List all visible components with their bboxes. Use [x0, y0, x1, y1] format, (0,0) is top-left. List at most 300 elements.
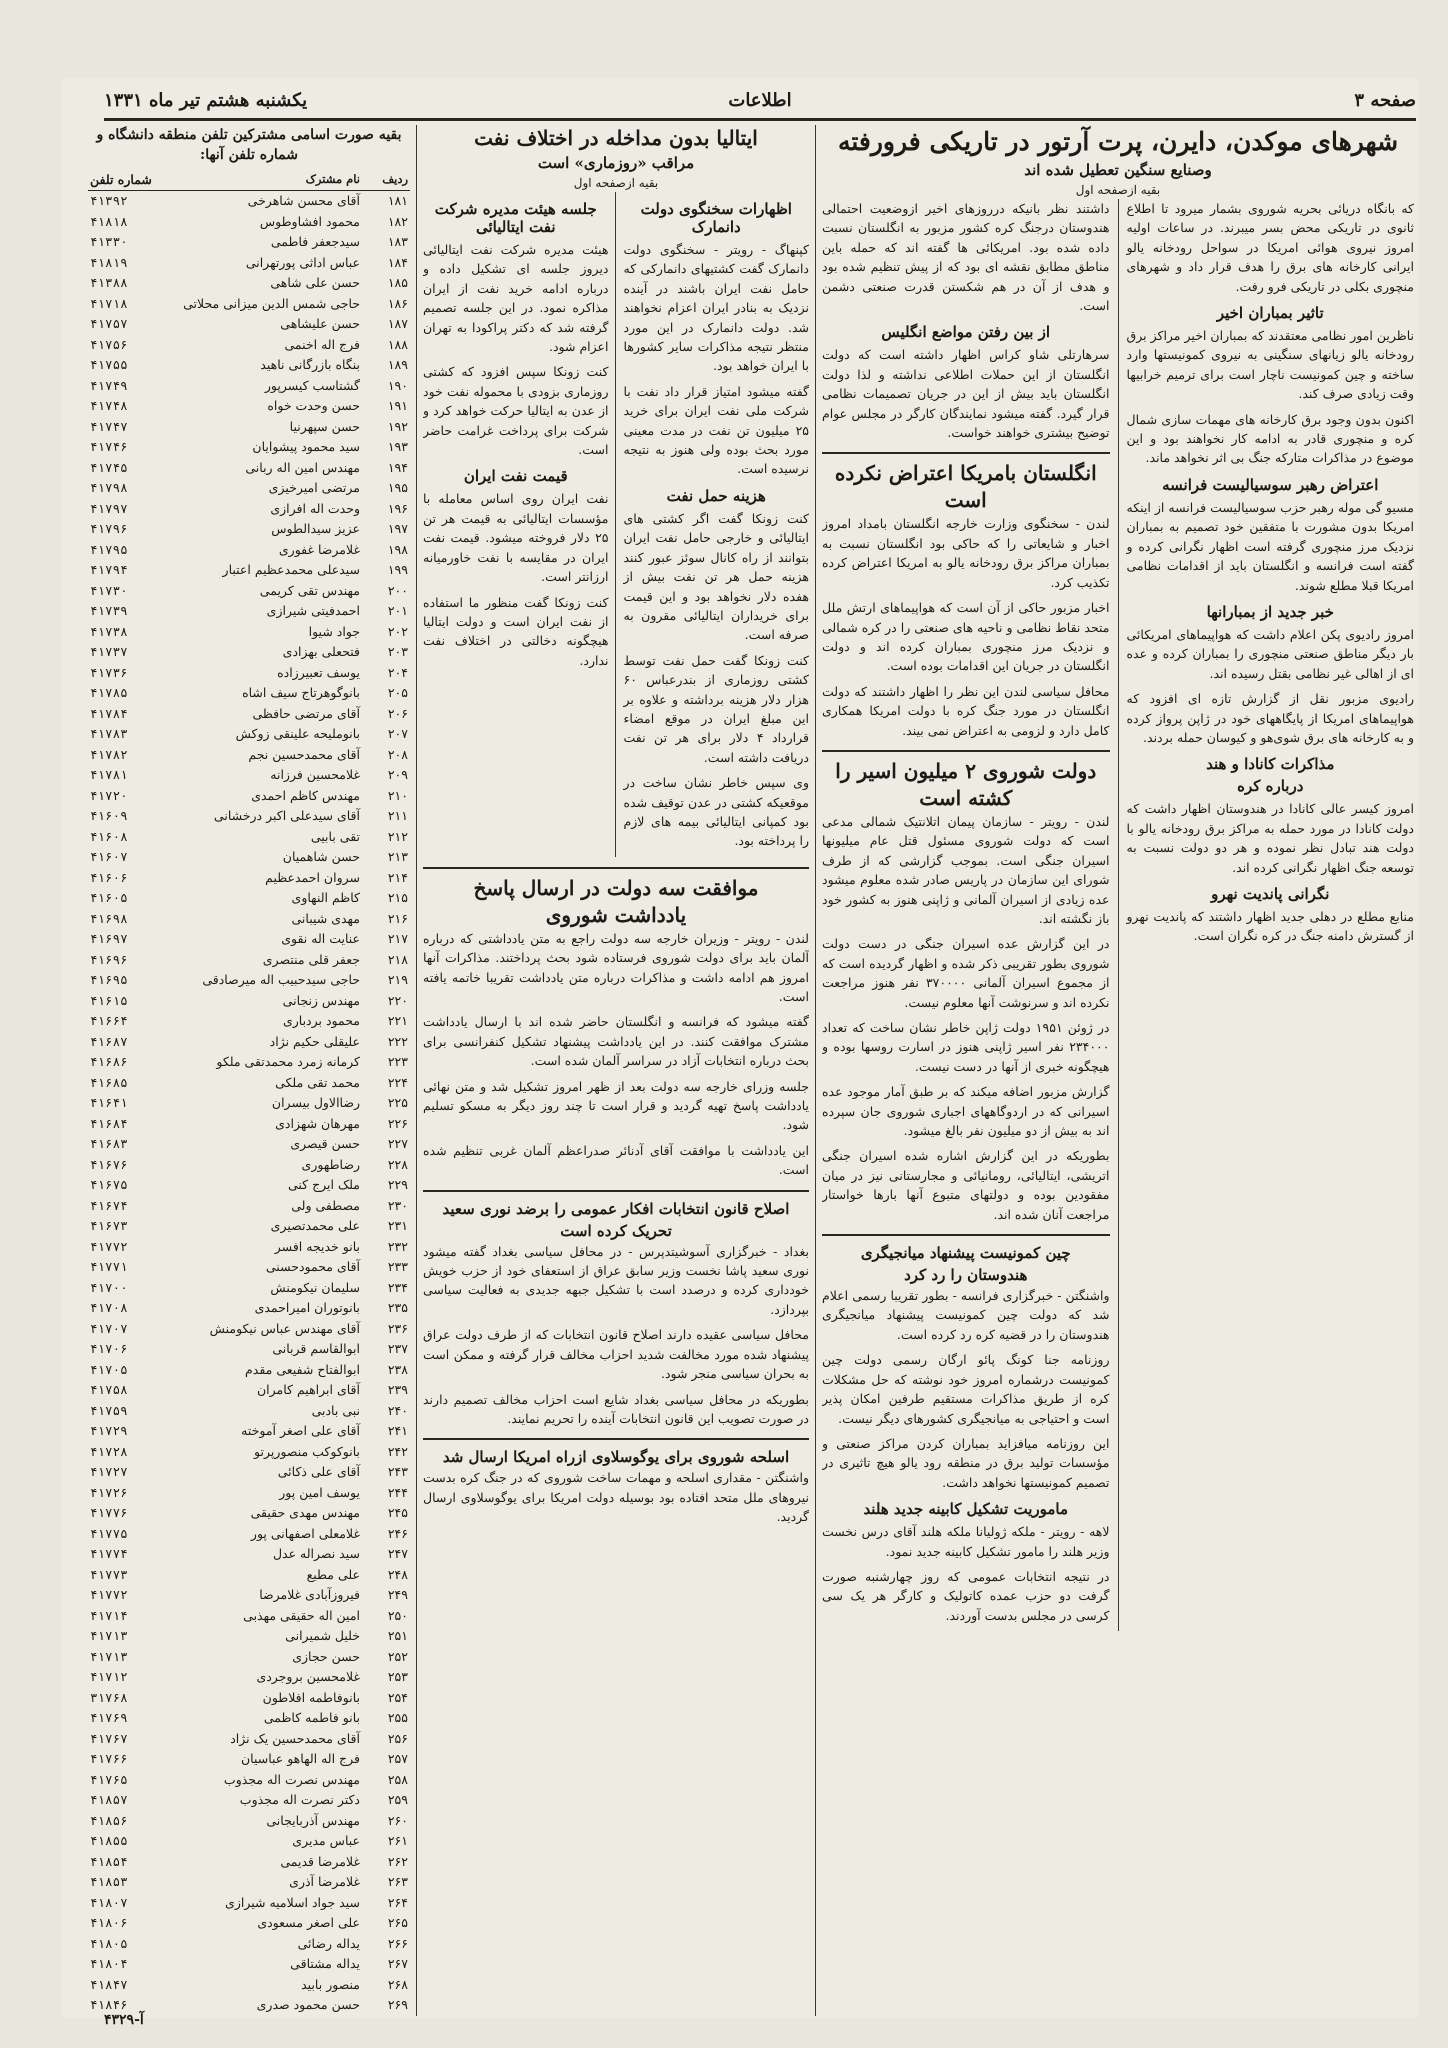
- row-number: ۲۰۴: [387, 664, 408, 680]
- section-heading: اعتراض رهبر سوسیالیست فرانسه: [1162, 475, 1379, 494]
- subscriber-name: جواد شیوا: [308, 623, 360, 639]
- phone-number: ۴۱۷۵۸: [90, 1382, 128, 1398]
- paragraph: کنت زونکا گفت حمل نفت توسط کشتی روزماری از بندرعباس ۶۰ هزار دلار هزینه برداشته و علاوه بر این مبلغ ایران در موقع امضاء قرارداد ۴ دلار برای هر تن نفت دریافت داشته است.: [623, 652, 809, 765]
- subscriber-name: یداله رضائی: [297, 1935, 360, 1951]
- subscriber-name: غلامرضا غفوری: [278, 541, 360, 557]
- row-number: ۲۶۲: [387, 1853, 408, 1869]
- row-number: ۱۸۸: [387, 336, 408, 352]
- paragraph: محافل سیاسی لندن این نظر را اظهار داشتند که دولت انگلستان در مورد جنگ کره با دولت امریکا همکاری کامل دارد و لزومی به اعتراض نمی بیند.: [822, 683, 1110, 738]
- subscriber-name: عنایت اله نقوی: [281, 931, 360, 947]
- row-number: ۲۰۲: [387, 623, 408, 639]
- row-number: ۲۲۴: [387, 1074, 408, 1090]
- subscriber-name: علی مطیع: [306, 1566, 360, 1582]
- table-row: [88, 744, 410, 765]
- row-number: ۱۸۶: [387, 295, 408, 311]
- row-number: ۲۲۱: [387, 1013, 408, 1029]
- phone-number: ۴۱۷۶۵: [90, 1771, 128, 1787]
- section-heading: جلسه هیئت مدیره شرکت نفت ایتالیائی: [434, 200, 597, 236]
- footer-code: آ-۴۳۲۹: [104, 2012, 144, 2028]
- continuation-note: بقیه ازصفحه اول: [1075, 183, 1161, 197]
- paragraph: در ژوئن ۱۹۵۱ دولت ژاپن خاطر نشان ساخت که تعداد ۲۳۴۰۰۰ نفر اسیر ژاپنی هنوز در اسارت روسها بوده و هیچگونه خبری از آنها در دست نیست.: [822, 1020, 1110, 1074]
- subscriber-name: غلامحسین بروجردی: [256, 1669, 360, 1685]
- paragraph: هیئت مدیره شرکت نفت ایتالیائی دیروز جلسه ای تشکیل داده و درباره ادامه خرید نفت از ایران مذاکره نمود. در این جلسه تصمیم گرفته شد که دکتر پراکودا به تهران اعزام شود.: [423, 242, 609, 355]
- phone-table: [88, 169, 410, 2016]
- table-row: [88, 1359, 410, 1380]
- phone-number: ۴۱۷۲۹: [90, 1423, 128, 1439]
- row-number: ۲۳۴: [387, 1279, 408, 1295]
- row-number: ۲۲۷: [387, 1136, 408, 1152]
- paragraph: لندن - سخنگوی وزارت خارجه انگلستان بامداد امروز اخبار و شایعاتی را که حاکی بود انگلستان نسبت به بمباران مراکز برق رودخانه یالو به امریکا اعتراض کرده تکذیب کرد.: [822, 516, 1110, 590]
- paragraph: کنت زونکا گفت منظور ما استفاده از نفت ایران است و دولت ایتالیا هیچگونه دخالتی در اختلاف نفت ندارد.: [423, 594, 609, 668]
- table-row: [88, 1564, 410, 1585]
- phone-number: ۴۱۶۸۴: [90, 1115, 128, 1131]
- phone-number: ۴۱۷۹۷: [90, 500, 128, 516]
- table-row: [88, 1749, 410, 1770]
- row-number: ۲۵۰: [387, 1607, 408, 1623]
- table-row: [88, 908, 410, 929]
- table-row: [88, 867, 410, 888]
- row-number: ۲۶۳: [387, 1874, 408, 1890]
- row-number: ۲۳۰: [387, 1197, 408, 1213]
- phone-number: ۳۱۷۶۸: [90, 1689, 128, 1705]
- table-row: [88, 1277, 410, 1298]
- phone-number: ۴۱۶۰۶: [90, 869, 128, 885]
- subscriber-name: امین اله حقیقی مهذبی: [243, 1607, 360, 1623]
- phone-number: ۴۱۷۹۴: [90, 562, 128, 578]
- phone-number: ۴۱۶۹۶: [90, 951, 128, 967]
- paragraph: امروز رادیوی پکن اعلام داشت که هواپیماهای امریکائی بار دیگر مناطق صنعتی منچوری را بمباران کرده و عده ای از اهالی غیر نظامی بقتل رسیده اند.: [1126, 626, 1414, 681]
- issue-date: یکشنبه هشتم تیر ماه ۱۳۳۱: [104, 90, 308, 111]
- phone-number: ۴۱۷۳۰: [90, 582, 128, 598]
- row-number: ۲۰۹: [387, 767, 408, 783]
- phone-number: ۴۱۶۰۵: [90, 890, 128, 906]
- row-number: ۲۲۹: [387, 1177, 408, 1193]
- subscriber-name: دکتر نصرت اله مجذوب: [239, 1792, 360, 1808]
- paragraph: امروز کیسر عالی کانادا در هندوستان اظهار داشت که دولت کانادا در مورد حمله به مراکز برق رودخانه یالو با دولت هند تبادل نظر نموده و هر دو دولت نسبت به توسعه جنگ اظهار نگرانی کرده اند.: [1126, 801, 1414, 875]
- row-number: ۲۱۱: [387, 808, 408, 824]
- subscriber-name: رضاطهوری: [301, 1156, 360, 1172]
- table-row: [88, 314, 410, 335]
- row-number: ۱۹۶: [387, 500, 408, 516]
- subscriber-name: آقای محمدحسین نجم: [248, 746, 360, 762]
- phone-number: ۴۱۸۰۵: [90, 1935, 128, 1951]
- row-number: ۲۱۳: [387, 849, 408, 865]
- subscriber-name: حسن وحدت خواه: [267, 398, 360, 414]
- row-number: ۲۴۳: [387, 1464, 408, 1480]
- table-row: [88, 437, 410, 458]
- subscriber-name: حسن علی شاهی: [270, 275, 360, 291]
- phone-number: ۴۱۷۶۶: [90, 1751, 128, 1767]
- phone-number: ۴۱۷۱۴: [90, 1607, 128, 1623]
- phone-number: ۴۱۶۶۴: [90, 1013, 128, 1029]
- table-row: [88, 273, 410, 294]
- headline: ایتالیا بدون مداخله در اختلاف نفت: [474, 126, 758, 150]
- section-heading: ماموریت تشکیل کابینه جدید هلند: [863, 1500, 1069, 1519]
- subscriber-name: حسن محمود صدری: [256, 1997, 360, 2013]
- subheadline: هندوستان را رد کرد: [904, 1266, 1028, 1285]
- table-row: [88, 1339, 410, 1360]
- subscriber-name: مهرهان شهزادی: [275, 1115, 360, 1131]
- phone-number: ۴۱۷۸۲: [90, 746, 128, 762]
- row-number: ۱۸۷: [387, 316, 408, 332]
- paragraph: بطوریکه در محافل سیاسی بغداد شایع است احزاب مخالف تصمیم دارند در صورت تصویب این قانون انتخابات آینده را تحریم نمایند.: [423, 1391, 809, 1426]
- table-row: [88, 1851, 410, 1872]
- row-number: ۱۹۵: [387, 480, 408, 496]
- row-number: ۲۴۲: [387, 1443, 408, 1459]
- table-row: [88, 1216, 410, 1237]
- table-row: [88, 1728, 410, 1749]
- table-row: [88, 929, 410, 950]
- subscriber-name: آقای مهندس عباس نیکومنش: [209, 1320, 360, 1336]
- paragraph: مسیو گی موله رهبر حزب سوسیالیست فرانسه از اینکه امریکا بدون مشورت با متفقین خود تصمیم به بمباران نزدیک مرز منچوری گرفته است اظهار نگرانی کرده و گفته است فرانسه و انگلستان باید از اقدامات نظامی امریکا قبلا مطلع شوند.: [1126, 499, 1414, 593]
- article-italy-oil: [423, 125, 809, 2016]
- paragraph: گفته میشود که فرانسه و انگلستان حاضر شده اند با ارسال یادداشت مشترک موافقت کنند. در این یادداشت پیشنهاد تشکیل کنفرانسی برای بحث درباره انتخابات آزاد در سراسر آلمان شده است.: [423, 1014, 809, 1069]
- phone-number: ۴۱۷۰۰: [90, 1279, 128, 1295]
- row-number: ۲۴۹: [387, 1587, 408, 1603]
- row-number: ۲۳۲: [387, 1238, 408, 1254]
- row-number: ۱۹۳: [387, 439, 408, 455]
- table-row: [88, 478, 410, 499]
- table-row: [88, 642, 410, 663]
- table-row: [88, 396, 410, 417]
- subscriber-name: آقای علی ذکائی: [277, 1464, 360, 1480]
- table-row: [88, 1831, 410, 1852]
- phone-number: ۴۱۷۷۴: [90, 1546, 128, 1562]
- phone-number: ۴۱۶۸۷: [90, 1033, 128, 1049]
- subscriber-name: محمد تقی ملکی: [275, 1074, 360, 1090]
- table-row: [88, 1441, 410, 1462]
- phone-number: ۴۱۷۲۷: [90, 1464, 128, 1480]
- subscriber-name: کاظم النهاوی: [291, 890, 360, 906]
- subscriber-name: بانوملیحه علینقی زوکش: [235, 726, 360, 742]
- subscriber-name: حسن علیشاهی: [280, 316, 360, 332]
- subscriber-name: علیقلی حکیم نژاد: [269, 1033, 360, 1049]
- subscriber-name: مهدی شیبانی: [291, 910, 360, 926]
- phone-number: ۴۱۷۷۳: [90, 1566, 128, 1582]
- table-row: [88, 1810, 410, 1831]
- phone-number: ۴۱۷۵۵: [90, 357, 128, 373]
- table-row: [88, 1790, 410, 1811]
- phone-number: ۴۱۶۷۴: [90, 1197, 128, 1213]
- table-row: [88, 1421, 410, 1442]
- phone-number: ۴۱۷۸۴: [90, 705, 128, 721]
- row-number: ۱۸۴: [387, 254, 408, 270]
- headline: دولت شوروی ۲ میلیون اسیر را کشته است: [835, 758, 1097, 810]
- row-number: ۲۱۲: [387, 828, 408, 844]
- row-number: ۲۶۴: [387, 1894, 408, 1910]
- headline: شهرهای موکدن، دایرن، پرت آرتور در تاریکی فرورفته: [837, 127, 1399, 156]
- row-number: ۲۵۲: [387, 1648, 408, 1664]
- table-row: [88, 539, 410, 560]
- table-row: [88, 806, 410, 827]
- table-row: [88, 1257, 410, 1278]
- table-row: [88, 1708, 410, 1729]
- table-row: [88, 1175, 410, 1196]
- paragraph: گفته میشود امتیاز قرار داد نفت با شرکت ملی نفت ایران برای خرید ۲۵ میلیون تن نفت در مدت معینی مورد بحث بوده ولی هنوز به نتیجه نرسیده است.: [623, 383, 809, 477]
- table-row: [88, 1913, 410, 1934]
- table-row: [88, 457, 410, 478]
- subscriber-name: احمدفیتی شیرازی: [266, 603, 360, 619]
- subscriber-name: بانوگوهرتاج سیف اشاه: [242, 685, 360, 701]
- continuation-note: بقیه ازصفحه اول: [573, 176, 659, 190]
- row-number: ۲۰۷: [387, 726, 408, 742]
- table-row: [88, 765, 410, 786]
- table-row: [88, 1011, 410, 1032]
- table-row: [88, 1400, 410, 1421]
- table-row: [88, 1872, 410, 1893]
- row-number: ۲۴۸: [387, 1566, 408, 1582]
- phone-number: ۴۱۷۰۵: [90, 1361, 128, 1377]
- row-number: ۲۵۷: [387, 1751, 408, 1767]
- row-number: ۲۱۵: [387, 890, 408, 906]
- row-number: ۲۲۳: [387, 1054, 408, 1070]
- phone-number: ۴۱۷۰۶: [90, 1341, 128, 1357]
- table-row: [88, 1031, 410, 1052]
- row-number: ۲۶۰: [387, 1812, 408, 1828]
- phone-number: ۴۱۷۳۷: [90, 644, 128, 660]
- paragraph: کنت زونکا سپس افزود که کشتی روزماری بزودی با محموله نفت خود از عدن به ایتالیا حرکت خواهد کرد و شرکت برای پرداخت غرامت حاضر است.: [423, 364, 609, 458]
- row-number: ۲۰۱: [387, 603, 408, 619]
- headline: موافقت سه دولت در ارسال پاسخ: [473, 875, 759, 900]
- phone-number: ۴۱۷۸۳: [90, 726, 128, 742]
- subheadline: وصنایع سنگین تعطیل شده اند: [1024, 161, 1212, 179]
- paragraph: جلسه وزرای خارجه سه دولت بعد از ظهر امروز تشکیل شد و متن نهائی یادداشت پاسخ تهیه گردید و قرار است تا چند روز دیگر به مسکو تسلیم شود.: [423, 1078, 809, 1133]
- subscriber-name: یداله مشتاقی: [290, 1956, 360, 1972]
- subscriber-name: علی اصغر مسعودی: [257, 1915, 360, 1931]
- phone-number: ۴۱۶۴۱: [90, 1095, 128, 1111]
- subscriber-name: مصطفی ولی: [291, 1197, 360, 1213]
- subscriber-name: سید نصراله عدل: [272, 1546, 360, 1562]
- row-number: ۱۸۵: [387, 275, 408, 291]
- phone-number: ۴۱۶۹۵: [90, 972, 128, 988]
- phone-number: ۴۱۷۵۹: [90, 1402, 128, 1418]
- subscriber-name: حسن حجازی: [292, 1648, 360, 1664]
- subscriber-name: آقای ابراهیم کامران: [257, 1382, 360, 1398]
- phone-number: ۴۱۷۴۷: [90, 418, 128, 434]
- subscriber-name: سیدعلی محمدعظیم اعتبار: [222, 562, 360, 578]
- row-number: ۲۱۴: [387, 869, 408, 885]
- section-heading: نگرانی پاندیت نهرو: [1211, 884, 1330, 903]
- table-row: [88, 580, 410, 601]
- phone-number: ۴۱۶۷۳: [90, 1218, 128, 1234]
- row-number: ۲۴۶: [387, 1525, 408, 1541]
- phone-number: ۴۱۶۸۶: [90, 1054, 128, 1070]
- subscriber-name: حسن سپهرنیا: [289, 418, 360, 434]
- subscriber-name: آقای مرتضی حافظی: [252, 705, 360, 721]
- subscriber-name: کرمانه زمرد محمدتقی ملکو: [216, 1054, 360, 1070]
- table-row: [88, 847, 410, 868]
- phone-number: ۴۱۷۱۳: [90, 1648, 128, 1664]
- phone-number: ۴۱۸۱۸: [90, 213, 128, 229]
- directory-title: بقیه صورت اسامی مشترکین تلفن منطقه دانشگاه و شماره تلفن آنها:: [96, 127, 402, 163]
- subheadline: مراقب «روزماری» است: [537, 154, 695, 172]
- phone-number: ۴۱۶۱۵: [90, 992, 128, 1008]
- row-number: ۲۵۶: [387, 1730, 408, 1746]
- headline: اسلحه شوروی برای یوگوسلاوی ازراه امریکا ارسال شد: [442, 1448, 790, 1467]
- phone-number: ۴۱۷۵۷: [90, 316, 128, 332]
- table-row: [88, 970, 410, 991]
- paragraph: واشنگتن - مقداری اسلحه و مهمات ساخت شوروی که در جنگ کره بدست نیروهای ملل متحد افتاده بود بوسیله دولت امریکا برای یوگوسلاوی ارسال گردید.: [423, 1470, 809, 1525]
- phone-number: ۴۱۷۳۸: [90, 623, 128, 639]
- table-row: [88, 1318, 410, 1339]
- row-number: ۲۰۰: [387, 582, 408, 598]
- subscriber-name: آقای محمودحسنی: [265, 1259, 360, 1275]
- header-phone: شماره تلفن: [88, 169, 161, 190]
- table-row: [88, 785, 410, 806]
- row-number: ۲۴۷: [387, 1546, 408, 1562]
- column-rule: [416, 125, 417, 2016]
- row-number: ۲۰۵: [387, 685, 408, 701]
- subscriber-name: مهندس کاظم احمدی: [251, 787, 360, 803]
- phone-number: ۴۱۷۴۹: [90, 377, 128, 393]
- masthead: [104, 88, 1416, 121]
- phone-number: ۴۱۸۰۴: [90, 1956, 128, 1972]
- subscriber-name: فیروزآبادی غلامرضا: [259, 1587, 360, 1603]
- section-heading: مذاکرات کانادا و هند: [1206, 755, 1335, 774]
- section-heading: قیمت نفت ایران: [463, 467, 568, 486]
- phone-number: ۴۱۷۹۶: [90, 521, 128, 537]
- phone-number: ۴۱۷۸۱: [90, 767, 128, 783]
- row-number: ۲۶۸: [387, 1976, 408, 1992]
- subscriber-name: بانوفاطمه افلاطون: [262, 1689, 360, 1705]
- headline: انگلستان بامریکا اعتراض نکرده است: [834, 461, 1097, 513]
- subscriber-name: سروان احمدعظیم: [265, 869, 360, 885]
- row-number: ۲۵۴: [387, 1689, 408, 1705]
- phone-number: ۴۱۷۷۱: [90, 1259, 128, 1275]
- table-row: [88, 683, 410, 704]
- phone-number: ۴۱۶۷۵: [90, 1177, 128, 1193]
- phone-number: ۴۱۷۹۸: [90, 480, 128, 496]
- phone-number: ۴۱۷۴۶: [90, 439, 128, 455]
- subscriber-name: آقای محمدحسین یک نژاد: [230, 1730, 360, 1746]
- subscriber-name: بنگاه بازرگانی ناهید: [260, 357, 360, 373]
- subscriber-name: فتحعلی بهزادی: [282, 644, 360, 660]
- row-number: ۲۰۸: [387, 746, 408, 762]
- subscriber-name: مهندس امین اله ربانی: [245, 459, 360, 475]
- row-number: ۲۱۰: [387, 787, 408, 803]
- row-number: ۲۱۸: [387, 951, 408, 967]
- paragraph: وی سپس خاطر نشان ساخت در موقعیکه کشتی در عدن توقیف شده بود کمپانی ایتالیائی بیمه های لازم را پرداخته بود.: [623, 775, 809, 849]
- row-number: ۲۳۸: [387, 1361, 408, 1377]
- table-row: [88, 519, 410, 540]
- phone-number: ۴۱۷۲۶: [90, 1484, 128, 1500]
- section-heading: تاثیر بمباران اخیر: [1216, 304, 1324, 323]
- row-number: ۲۵۳: [387, 1669, 408, 1685]
- phone-directory: [88, 125, 410, 2016]
- subscriber-name: سید محمود پیشوایان: [252, 439, 360, 455]
- phone-number: ۴۱۷۲۰: [90, 787, 128, 803]
- article-manchuria: [822, 125, 1414, 2016]
- subscriber-name: عباس مدیری: [292, 1833, 360, 1849]
- section-heading: خبر جدید از بمبارانها: [1206, 602, 1334, 621]
- table-row: [88, 703, 410, 724]
- table-row: [88, 1052, 410, 1073]
- paragraph: بطوریکه در این گزارش اشاره شده اسیران جنگی اتریشی، ایتالیائی، رومانیائی و مجارستانی نیز در میان مفقودین بوده و دولتهای متبوع آنها بارها خواستار مراجعت آنان شده اند.: [822, 1148, 1110, 1222]
- row-number: [362, 2015, 410, 2016]
- row-number: ۱۹۲: [387, 418, 408, 434]
- phone-number: ۴۱۸۵۴: [90, 1853, 128, 1869]
- table-row: [88, 560, 410, 581]
- subscriber-name: غلامحسین فرزانه: [270, 767, 360, 783]
- subscriber-name: مهندس زنجانی: [282, 992, 360, 1008]
- section-heading: هزینه حمل نفت: [666, 486, 766, 505]
- phone-number: ۴۱۷۸۵: [90, 685, 128, 701]
- subscriber-name: نبی بادبی: [311, 1402, 360, 1418]
- subscriber-name: یوسف امین پور: [279, 1484, 360, 1500]
- table-row: [88, 334, 410, 355]
- table-row: [88, 293, 410, 314]
- row-number: ۲۲۰: [387, 992, 408, 1008]
- subscriber-name: فرج اله الهاهو عباسیان: [240, 1751, 360, 1767]
- phone-number: ۴۱۸۴۷: [90, 1976, 128, 1992]
- row-number: ۲۰۳: [387, 644, 408, 660]
- table-row: [88, 1667, 410, 1688]
- row-number: ۲۱۹: [387, 972, 408, 988]
- phone-number: ۴۱۳۸۸: [90, 275, 128, 291]
- table-row: [88, 888, 410, 909]
- subscriber-name: حسن شاهمیان: [282, 849, 360, 865]
- row-number: ۲۵۱: [387, 1628, 408, 1644]
- row-number: ۱۹۴: [387, 459, 408, 475]
- table-row: [88, 621, 410, 642]
- table-row: [88, 826, 410, 847]
- row-number: ۲۶۷: [387, 1956, 408, 1972]
- subscriber-name: علی محمدتصیری: [270, 1218, 360, 1234]
- phone-number: ۴۱۷۱۸: [90, 295, 128, 311]
- subscriber-name: ملک ایرج کنی: [287, 1177, 360, 1193]
- paragraph: در این گزارش عده اسیران جنگی در دست دولت شوروی بطور تقریبی ذکر شده و اظهار گردیده است که از مجموع اسیران آلمانی ۳۷۰۰۰۰ نفر هنوز مراجعت نکرده اند و سرنوشت آنها معلوم نیست.: [822, 936, 1110, 1010]
- subscriber-name: غلامرضا قدیمی: [280, 1853, 360, 1869]
- table-row: [88, 1974, 410, 1995]
- row-number: ۱۸۲: [387, 213, 408, 229]
- phone-number: ۴۱۷۳۶: [90, 664, 128, 680]
- subscriber-name: ابوالفتاح شفیعی مقدم: [245, 1361, 360, 1377]
- table-row: [88, 1523, 410, 1544]
- row-number: ۲۵۵: [387, 1710, 408, 1726]
- table-row: [88, 1585, 410, 1606]
- subscriber-name: آقای علی اصغر آموخته: [241, 1423, 360, 1439]
- paragraph: این یادداشت با موافقت آقای آدنائر صدراعظم آلمان غربی تنظیم شده است.: [423, 1142, 809, 1178]
- newspaper-name: اطلاعات: [728, 90, 792, 111]
- row-number: ۲۳۳: [387, 1259, 408, 1275]
- row-number: ۲۶۹: [387, 1997, 408, 2013]
- subscriber-name: غلامرضا آذری: [289, 1874, 360, 1890]
- phone-number: ۴۱۷۴۸: [90, 398, 128, 414]
- subscriber-name: حاجی سیدحبیب اله میرصادقی: [202, 972, 360, 988]
- subscriber-name: آقای سیدعلی اکبر درخشانی: [213, 808, 360, 824]
- row-number: ۲۶۵: [387, 1915, 408, 1931]
- phone-number: ۴۱۸۴۶: [90, 1997, 128, 2013]
- phone-number: ۴۱۸۰۶: [90, 1915, 128, 1931]
- table-row: [88, 232, 410, 253]
- phone-number: ۴۱۷۰۸: [90, 1300, 128, 1316]
- row-number: ۱۹۷: [387, 521, 408, 537]
- row-number: ۲۵۹: [387, 1792, 408, 1808]
- row-number: ۲۳۷: [387, 1341, 408, 1357]
- row-number: ۲۳۵: [387, 1300, 408, 1316]
- subscriber-name: بانوکوکب منصورپرتو: [254, 1443, 360, 1459]
- table-row: [88, 662, 410, 683]
- headline: اصلاح قانون انتخابات افکار عمومی را برضد نوری سعید تحریک کرده است: [442, 1199, 790, 1240]
- subscriber-name: فرج اله اخنمی: [284, 336, 360, 352]
- row-number: ۲۳۹: [387, 1382, 408, 1398]
- subscriber-name: جعفر قلی منتصری: [262, 951, 360, 967]
- subscriber-name: مهندس نصرت اله مجذوب: [223, 1771, 360, 1787]
- paragraph: لندن - رویتر - وزیران خارجه سه دولت راجع به متن یادداشتی که درباره آلمان باید برای دولت شوروی فرستاده شود بحث پرداختند. مذاکرات آنها امروز هم ادامه داشت و مذاکرات درباره متن یادداشت تقریبا خاتمه یافته است.: [423, 930, 809, 1004]
- table-row: [88, 252, 410, 273]
- subheadline: یادداشت شوروی: [545, 902, 687, 927]
- table-row: [88, 1503, 410, 1524]
